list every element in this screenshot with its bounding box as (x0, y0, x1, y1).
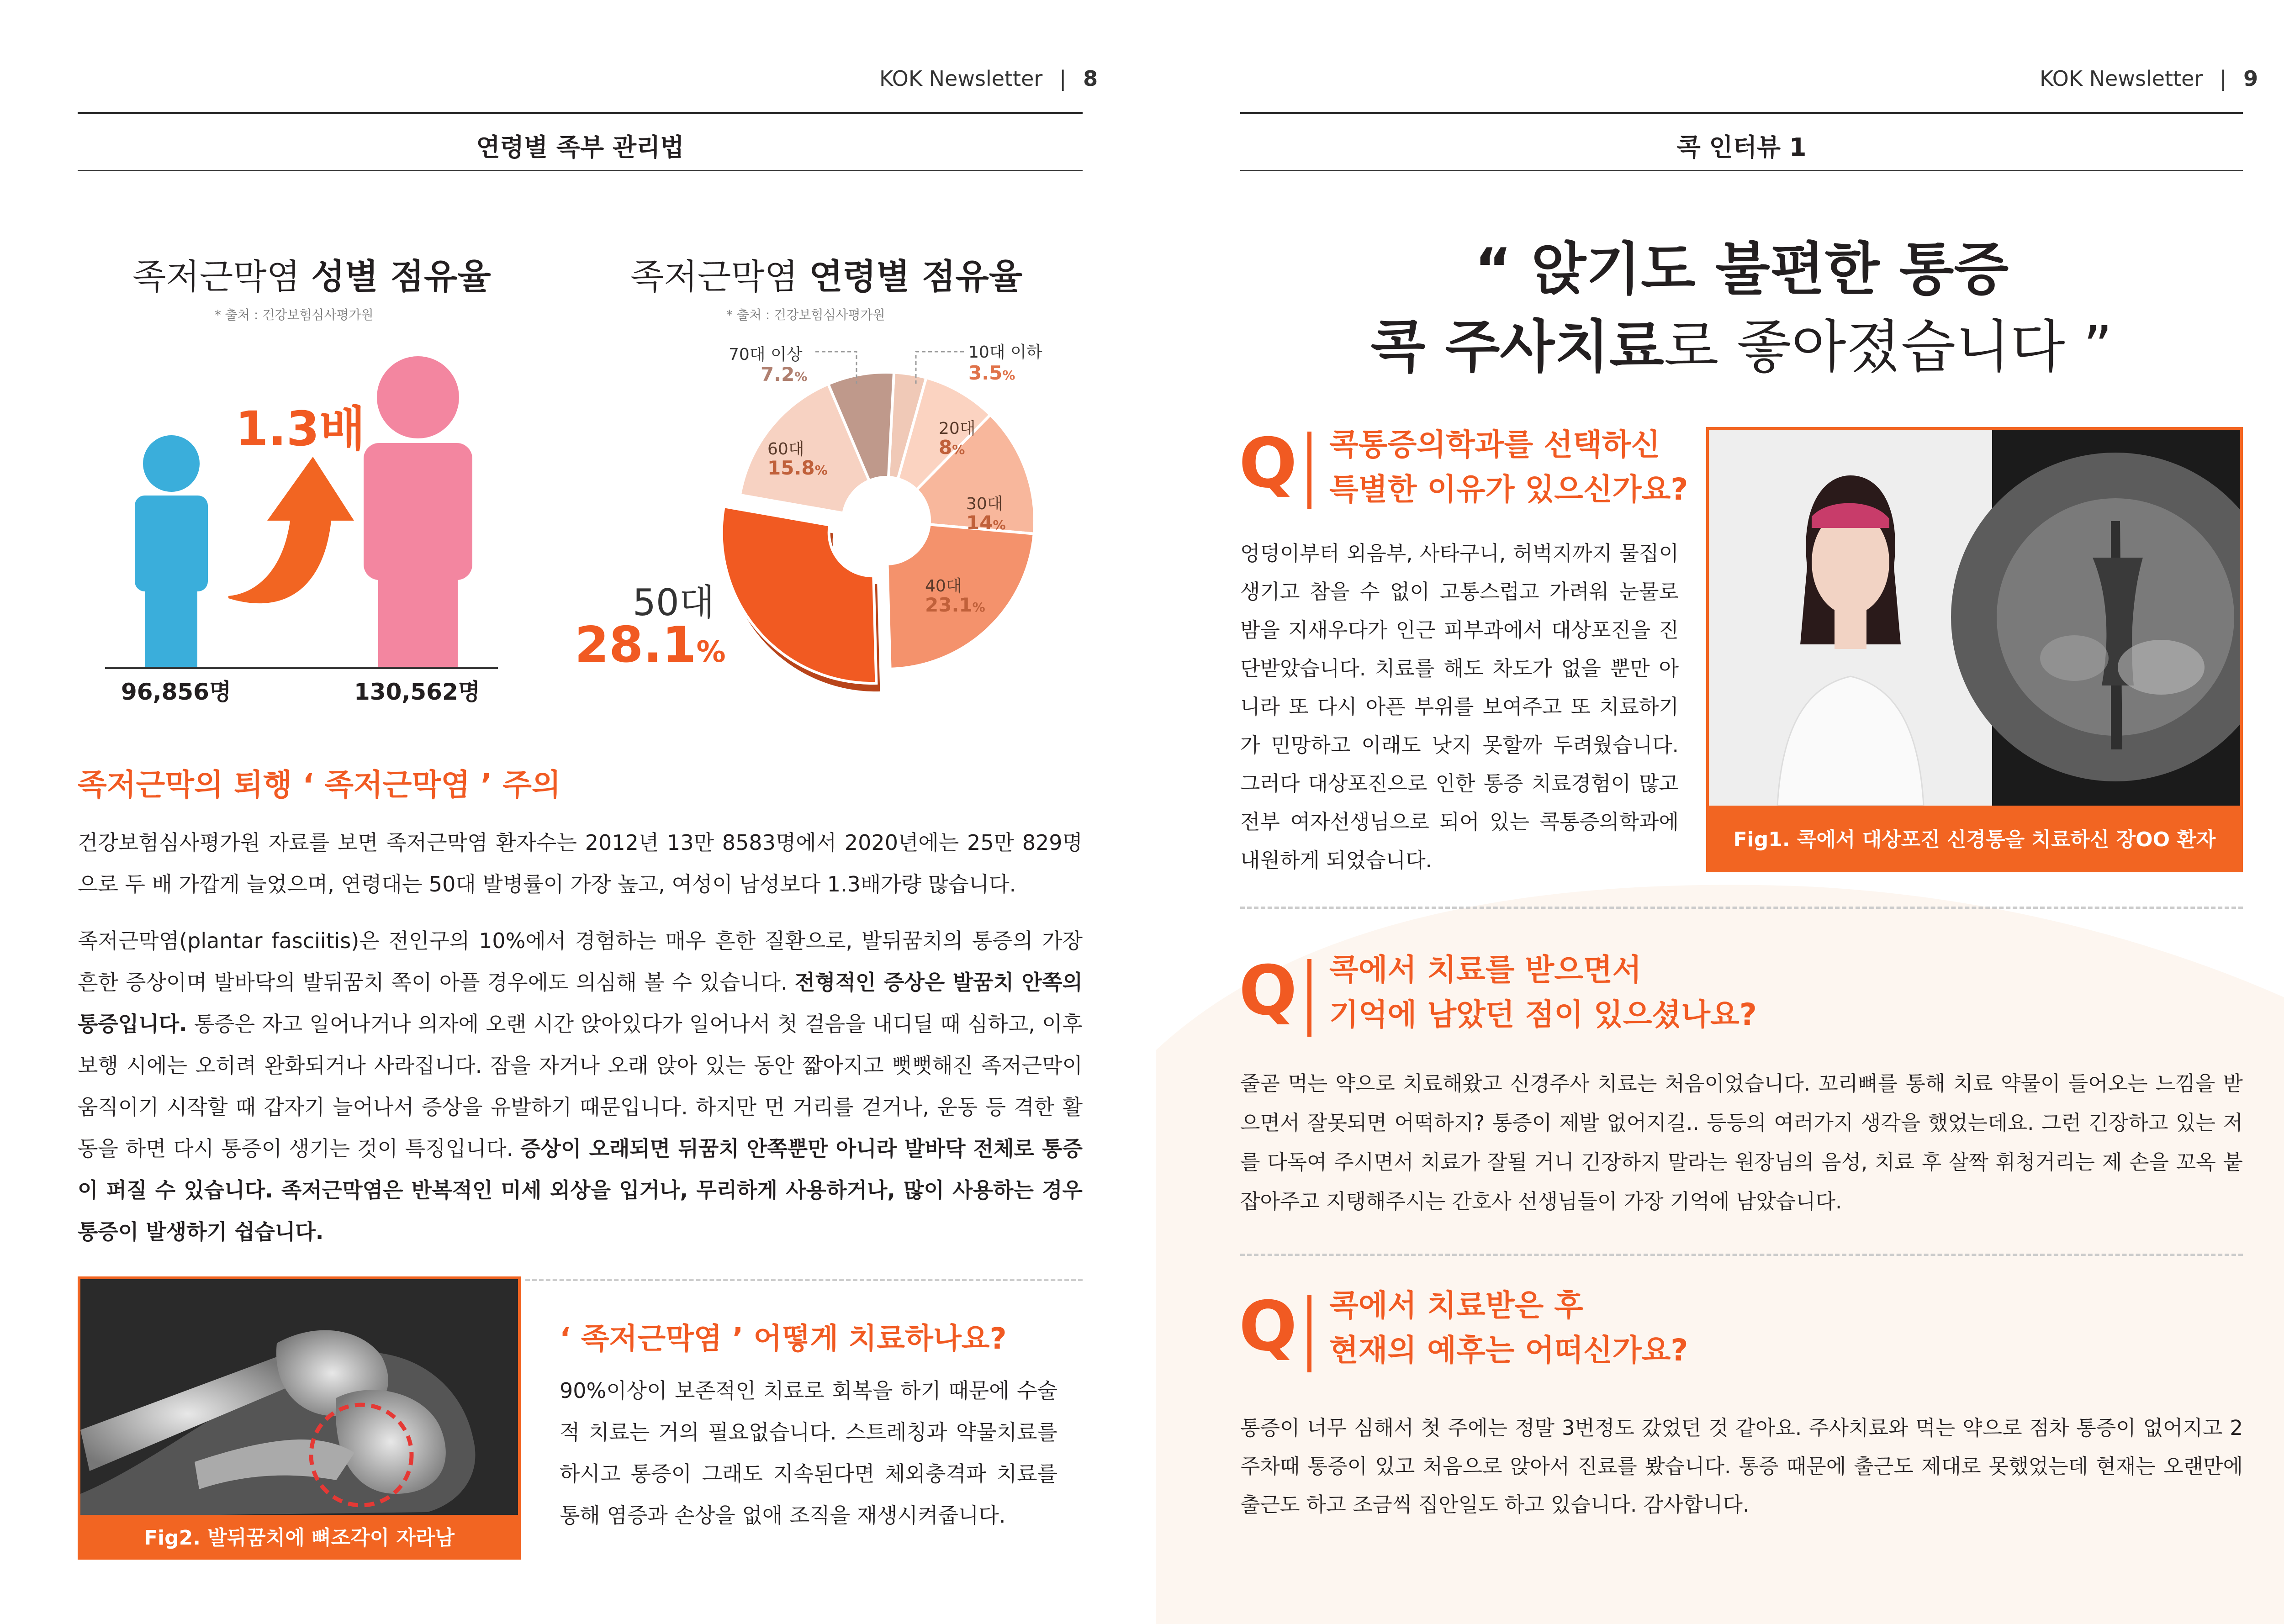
section-rule (78, 170, 1083, 171)
seg-value-50: 28.1% (575, 617, 726, 674)
header-rule (1240, 112, 2243, 114)
seg-value-20: 8% (939, 436, 965, 459)
header-left: KOK Newsletter | 8 (879, 66, 1098, 91)
patient-photo-icon (1709, 430, 2240, 806)
age-chart-source: * 출처 : 건강보험심사평가원 (726, 307, 885, 322)
newsletter-title: KOK Newsletter (2040, 66, 2203, 91)
seg-label-70: 70대 이상 (729, 345, 803, 364)
header-right: KOK Newsletter | 9 (2040, 66, 2258, 91)
q3-question: 콕에서 치료받은 후 현재의 예후는 어떠신가요? (1329, 1288, 1688, 1368)
page-number: 8 (1083, 66, 1098, 91)
section-title: 연령별 족부 관리법 (476, 133, 684, 162)
dashed-divider (1240, 907, 2243, 909)
fig2-caption: Fig2. 발뒤꿈치에 뼈조각이 자라남 (80, 1515, 518, 1557)
leader-line-10 (909, 347, 968, 388)
gender-chart-title: 족저근막염 성별 점유율 (132, 256, 491, 297)
page-number: 9 (2243, 66, 2258, 91)
donut-segment-50대 (722, 506, 877, 683)
gender-chart-source: * 출처 : 건강보험심사평가원 (215, 307, 374, 322)
article1-p1: 건강보험심사평가원 자료를 보면 족저근막염 환자수는 2012년 13만 8583명에서 2020년에는 25만 829명으로 두 배 가깝게 늘었으며, 연령대는 50대 발병률이 가장 높고, 여성이 남성보다 1.3배가량 많습니다. (78, 830, 1083, 896)
article2-p: 90%이상이 보존적인 치료로 회복을 하기 때문에 수술적 치료는 거의 필요없습니다. 스트레칭과 약물치료를 하시고 통증이 그래도 지속된다면 체외충격파 치료를 통해 염증과 손상을 없애 조직을 재생시켜줍니다. (560, 1378, 1057, 1528)
fig1-image (1706, 427, 2243, 872)
q3-mark: Q (1239, 1287, 1297, 1366)
seg-value-60: 15.8% (767, 457, 828, 479)
age-donut-chart (713, 338, 1060, 712)
increase-arrow-icon (228, 457, 354, 603)
q1-mark: Q (1239, 424, 1297, 503)
seg-value-30: 14% (966, 511, 1006, 534)
q2-bar (1307, 959, 1311, 1037)
dashed-divider (1240, 1254, 2243, 1256)
article2-heading: ‘ 족저근막염 ’ 어떻게 치료하나요? (560, 1322, 1007, 1356)
seg-value-70: 7.2% (761, 363, 808, 385)
q1-question: 콕통증의학과를 선택하신 특별한 이유가 있으신가요? (1329, 427, 1688, 507)
seg-label-30: 30대 (966, 495, 1003, 513)
fig1-caption: Fig1. 콕에서 대상포진 신경통을 치료하신 장OO 환자 (1709, 806, 2240, 870)
q3-answer: 통증이 너무 심해서 첫 주에는 정말 3번정도 갔었던 것 같아요. 주사치료와 먹는 약으로 점차 통증이 없어지고 2주차때 통증이 있고 처음으로 앉아서 진료를 봤습니다. 통증 때문에 출근도 제대로 못했었는데 현재는 오랜만에 출근도 하고 조금씩 집안일도 하고 있습니다. 감사합니다. (1240, 1416, 2243, 1517)
foot-xray-icon (80, 1279, 519, 1517)
seg-label-10: 10대 이하 (968, 343, 1042, 362)
section-title: 콕 인터뷰 1 (1676, 133, 1807, 162)
header-rule (78, 112, 1083, 114)
seg-label-20: 20대 (939, 419, 976, 438)
male-count: 96,856명 (121, 679, 232, 705)
female-figure-icon (364, 356, 472, 667)
seg-value-10: 3.5% (968, 362, 1015, 384)
seg-label-50: 50대 (633, 581, 715, 624)
fig2-xray-image (78, 1276, 521, 1560)
quote-line1: “ 앉기도 불편한 통증 (1474, 237, 2009, 302)
male-figure-icon (135, 435, 208, 667)
seg-label-60: 60대 (767, 440, 804, 459)
seg-value-40: 23.1% (925, 594, 985, 616)
quote-line2: 콕 주사치료로 좋아졌습니다 ” (1370, 314, 2113, 380)
q1-bar (1307, 432, 1311, 509)
dashed-divider (525, 1279, 1083, 1281)
q2-question: 콕에서 치료를 받으면서 기억에 남았던 점이 있으셨나요? (1329, 952, 1757, 1032)
q2-answer: 줄곧 먹는 약으로 치료해왔고 신경주사 치료는 처음이었습니다. 꼬리뼈를 통해 치료 약물이 들어오는 느낌을 받으면서 잘못되면 어떡하지? 통증이 제발 없어지길.. 등등의 여러가지 생각을 했었는데요. 그런 긴장하고 있는 저를 다독여 주시면서 치료가 잘될 거니 긴장하지 말라는 원장님의 음성, 치료 후 살짝 휘청거리는 제 손을 꼬옥 붙잡아주고 지탱해주시는 간호사 선생님들이 가장 기억에 남았습니다. (1240, 1071, 2243, 1213)
leader-line-70 (813, 347, 868, 388)
q1-answer: 엉덩이부터 외음부, 사타구니, 허벅지까지 물집이 생기고 참을 수 없이 고통스럽고 가려워 눈물로 밤을 지새우다가 인근 피부과에서 대상포진을 진단받았습니다. 치료를 해도 차도가 없을 뿐만 아니라 또 다시 아픈 부위를 보여주고 또 치료하기가 민망하고 이래도 낫지 못할까 두려웠습니다. 그러다 대상포진으로 인한 통증 치료경험이 많고 전부 여자선생님으로 되어 있는 콕통증의학과에 내원하게 되었습니다. (1240, 541, 1679, 872)
age-chart-title: 족저근막염 연령별 점유율 (630, 256, 1023, 297)
ratio-label: 1.3배 (235, 401, 365, 457)
section-rule (1240, 170, 2243, 171)
article1-p2: 족저근막염(plantar fasciitis)은 전인구의 10%에서 경험하는 매우 흔한 질환으로, 발뒤꿈치의 통증의 가장 흔한 증상이며 발바닥의 발뒤꿈치 쪽이 아플 경우에도 의심해 볼 수 있습니다. 전형적인 증상은 발꿈치 안쪽의 통증입니다. 통증은 자고 일어나거나 의자에 오랜 시간 앉아있다가 일어나서 첫 걸음을 내디딜 때 심하고, 이후 보행 시에는 오히려 완화되거나 사라집니다. 잠을 자거나 오래 앉아 있는 동안 짧아지고 뻣뻣해진 족저근막이 움직이기 시작할 때 갑자기 늘어나서 증상을 유발하기 때문입니다. 하지만 먼 거리를 걷거나, 운동 등 격한 활동을 하면 다시 통증이 생기는 것이 특징입니다. 증상이 오래되면 뒤꿈치 안쪽뿐만 아니라 발바닥 전체로 통증이 퍼질 수 있습니다. 족저근막염은 반복적인 미세 외상을 입거나, 무리하게 사용하거나, 많이 사용하는 경우 통증이 발생하기 쉽습니다. (78, 928, 1083, 1244)
q2-mark: Q (1239, 951, 1297, 1031)
female-count: 130,562명 (354, 679, 481, 705)
newsletter-title: KOK Newsletter (879, 66, 1043, 91)
article1-heading: 족저근막의 퇴행 ‘ 족저근막염 ’ 주의 (78, 767, 561, 802)
q3-bar (1307, 1295, 1311, 1372)
seg-label-40: 40대 (925, 577, 962, 596)
